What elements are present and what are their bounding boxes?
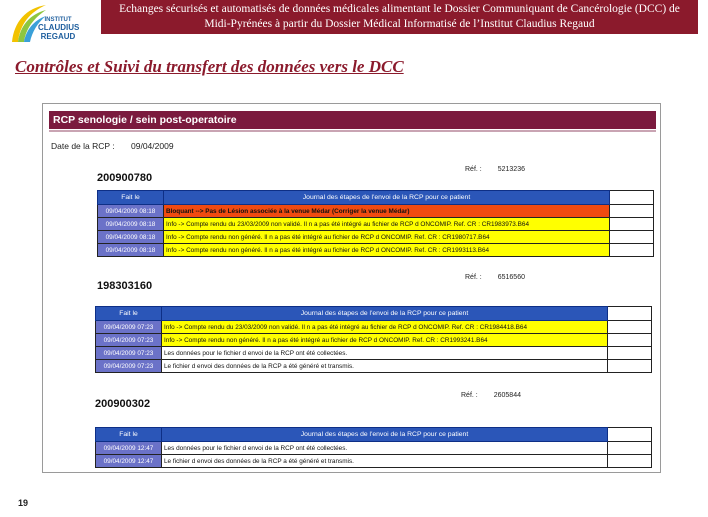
table-row [96,442,652,455]
patient-id-1: 200900780 [97,172,153,184]
banner-line-1: Echanges sécurisés et automatisés de données médicales alimentant le Dossier Communiquant de Cancérologie (DCC) de [119,3,680,15]
table-header-row [96,307,652,321]
rcp-screenshot-panel [42,103,661,473]
row-empty [610,205,654,218]
row-date: 09/04/2009 08:18 [98,205,164,218]
col-journal: Journal des étapes de l'envoi de la RCP pour ce patient [164,191,610,205]
page-number: 19 [18,498,29,508]
row-empty [608,347,652,360]
row-message: Info -> Compte rendu non généré. Il n a pas été intégré au fichier de RCP d ONCOMIP. Ref. CR : CR1993241.B64 [162,334,608,347]
table-row [96,334,652,347]
logo-line-1: INSTITUT [44,17,72,23]
row-empty [610,244,654,257]
journal-table-1 [97,190,654,257]
table-row [98,218,654,231]
row-date: 09/04/2009 07:23 [96,321,162,334]
patient-ref-2 [465,274,525,281]
row-date: 09/04/2009 12:47 [96,455,162,468]
row-message: Le fichier d envoi des données de la RCP a été généré et transmis. [162,360,608,373]
rcp-date-row [51,141,174,151]
table-row [98,205,654,218]
ref-value: 5213236 [497,166,525,173]
date-label: Date de la RCP : [51,141,115,151]
ref-label: Réf. : [465,274,482,281]
row-date: 09/04/2009 08:18 [98,244,164,257]
row-date: 09/04/2009 07:23 [96,347,162,360]
row-date: 09/04/2009 12:47 [96,442,162,455]
header-banner [101,0,698,34]
table-row [98,244,654,257]
ref-value: 6516560 [497,274,525,281]
table-row [98,231,654,244]
row-empty [608,334,652,347]
row-empty [608,321,652,334]
row-message: Le fichier d envoi des données de la RCP a été généré et transmis. [162,455,608,468]
ref-value: 2605844 [493,392,521,399]
patient-ref-1 [465,166,525,173]
rcp-title-bar: RCP senologie / sein post-operatoire [49,111,656,129]
ref-label: Réf. : [461,392,478,399]
row-date: 09/04/2009 07:23 [96,360,162,373]
patient-ref-3 [461,392,521,399]
row-message: Info -> Compte rendu du 23/03/2009 non validé. Il n a pas été intégré au fichier de RCP d ONCOMIP. Ref. CR : CR1983973.B64 [164,218,610,231]
row-message: Info -> Compte rendu non généré. Il n a pas été intégré au fichier de RCP d ONCOMIP. Ref. CR : CR1980717.B64 [164,231,610,244]
row-empty [608,442,652,455]
ref-label: Réf. : [465,166,482,173]
row-empty [610,231,654,244]
col-journal: Journal des étapes de l'envoi de la RCP pour ce patient [162,307,608,321]
logo-line-3: REGAUD [40,32,76,41]
page-title: Contrôles et Suivi du transfert des données vers le DCC [15,57,404,76]
table-row [96,455,652,468]
row-message: Info -> Compte rendu non généré. Il n a pas été intégré au fichier de RCP d ONCOMIP. Ref. CR : CR1993113.B64 [164,244,610,257]
banner-line-2: Midi-Pyrénées à partir du Dossier Médical Informatisé de l’Institut Claudius Regaud [204,18,595,30]
col-fait-le: Fait le [96,428,162,442]
col-empty [608,428,652,442]
journal-table-3 [95,427,652,468]
logo-line-2: CLAUDIUS [38,23,80,32]
col-fait-le: Fait le [96,307,162,321]
row-date: 09/04/2009 08:18 [98,231,164,244]
patient-id-3: 200900302 [95,398,151,410]
row-date: 09/04/2009 07:23 [96,334,162,347]
row-empty [608,455,652,468]
table-row [96,347,652,360]
row-message-bloquant: Bloquant --> Pas de Lésion associée à la venue Médar (Corriger la venue Médar) [164,205,610,218]
row-empty [610,218,654,231]
table-header-row [96,428,652,442]
col-fait-le: Fait le [98,191,164,205]
col-journal: Journal des étapes de l'envoi de la RCP pour ce patient [162,428,608,442]
journal-table-2 [95,306,652,373]
patient-id-2: 198303160 [97,280,153,292]
row-date: 09/04/2009 08:18 [98,218,164,231]
row-message: Les données pour le fichier d envoi de la RCP ont été collectées. [162,442,608,455]
row-message: Info -> Compte rendu du 23/03/2009 non validé. Il n a pas été intégré au fichier de RCP d ONCOMIP. Ref. CR : CR1984418.B64 [162,321,608,334]
col-empty [610,191,654,205]
col-empty [608,307,652,321]
row-message: Les données pour le fichier d envoi de la RCP ont été collectées. [162,347,608,360]
table-row [96,321,652,334]
institut-logo [8,2,90,50]
table-row [96,360,652,373]
date-value: 09/04/2009 [131,141,174,151]
row-empty [608,360,652,373]
table-header-row [98,191,654,205]
